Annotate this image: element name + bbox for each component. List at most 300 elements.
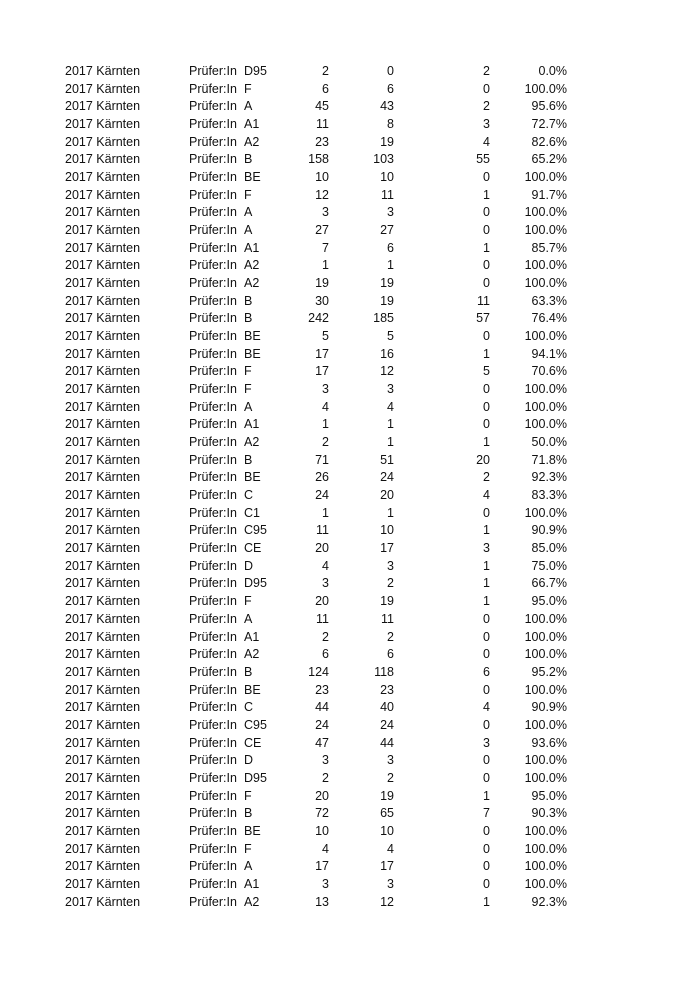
- table-row: [0, 222, 700, 240]
- passed-count-cell: 3: [387, 205, 394, 220]
- pass-rate-cell: 100.0%: [524, 81, 567, 96]
- failed-count-cell: 4: [483, 488, 490, 503]
- failed-count-cell: 0: [483, 258, 490, 273]
- license-class-cell: C: [244, 488, 254, 503]
- year-region-cell: 2017 Kärnten: [65, 329, 141, 344]
- table-row: [0, 293, 700, 311]
- pass-rate-cell: 100.0%: [524, 399, 567, 414]
- license-class-cell: A2: [244, 435, 260, 450]
- passed-count-cell: 4: [387, 399, 394, 414]
- passed-count-cell: 6: [387, 647, 394, 662]
- license-class-cell: C: [244, 700, 254, 715]
- pass-rate-cell: 66.7%: [531, 576, 567, 591]
- table-row: [0, 63, 700, 81]
- table-row: [0, 169, 700, 187]
- year-region-cell: 2017 Kärnten: [65, 894, 141, 909]
- pass-rate-cell: 100.0%: [524, 682, 567, 697]
- passed-count-cell: 27: [380, 223, 394, 238]
- pass-rate-cell: 90.3%: [531, 806, 567, 821]
- table-row: [0, 240, 700, 258]
- passed-count-cell: 17: [380, 541, 394, 556]
- year-region-cell: 2017 Kärnten: [65, 594, 141, 609]
- year-region-cell: 2017 Kärnten: [65, 470, 141, 485]
- pass-rate-cell: 100.0%: [524, 258, 567, 273]
- failed-count-cell: 55: [476, 152, 490, 167]
- total-count-cell: 4: [322, 558, 329, 573]
- table-row: [0, 328, 700, 346]
- passed-count-cell: 11: [381, 187, 394, 202]
- year-region-cell: 2017 Kärnten: [65, 364, 141, 379]
- year-region-cell: 2017 Kärnten: [65, 647, 141, 662]
- total-count-cell: 2: [322, 435, 329, 450]
- total-count-cell: 3: [322, 753, 329, 768]
- license-class-cell: A: [244, 611, 253, 626]
- role-cell: Prüfer:In: [189, 435, 237, 450]
- failed-count-cell: 1: [483, 594, 490, 609]
- role-cell: Prüfer:In: [189, 770, 237, 785]
- license-class-cell: BE: [244, 329, 261, 344]
- role-cell: Prüfer:In: [189, 293, 237, 308]
- passed-count-cell: 24: [380, 717, 394, 732]
- passed-count-cell: 44: [380, 735, 394, 750]
- license-class-cell: CE: [244, 541, 262, 556]
- failed-count-cell: 11: [477, 293, 490, 308]
- failed-count-cell: 4: [483, 134, 490, 149]
- passed-count-cell: 185: [373, 311, 394, 326]
- license-class-cell: A1: [244, 117, 260, 132]
- pass-rate-cell: 100.0%: [524, 629, 567, 644]
- total-count-cell: 71: [315, 452, 329, 467]
- role-cell: Prüfer:In: [189, 611, 237, 626]
- total-count-cell: 47: [315, 735, 329, 750]
- license-class-cell: B: [244, 452, 253, 467]
- table-row: [0, 151, 700, 169]
- pass-rate-cell: 0.0%: [538, 64, 567, 78]
- failed-count-cell: 0: [483, 223, 490, 238]
- passed-count-cell: 10: [380, 523, 394, 538]
- total-count-cell: 13: [315, 894, 329, 909]
- year-region-cell: 2017 Kärnten: [65, 788, 141, 803]
- license-class-cell: D: [244, 558, 254, 573]
- total-count-cell: 4: [322, 841, 329, 856]
- failed-count-cell: 5: [483, 364, 490, 379]
- total-count-cell: 1: [322, 258, 329, 273]
- license-class-cell: C1: [244, 505, 260, 520]
- table-row: [0, 134, 700, 152]
- total-count-cell: 4: [322, 399, 329, 414]
- passed-count-cell: 1: [387, 258, 394, 273]
- pass-rate-cell: 100.0%: [524, 170, 567, 185]
- passed-count-cell: 65: [380, 806, 394, 821]
- pass-rate-cell: 100.0%: [524, 753, 567, 768]
- license-class-cell: F: [244, 364, 252, 379]
- failed-count-cell: 0: [483, 205, 490, 220]
- pass-rate-cell: 71.8%: [531, 452, 567, 467]
- year-region-cell: 2017 Kärnten: [65, 806, 141, 821]
- role-cell: Prüfer:In: [189, 859, 237, 874]
- license-class-cell: BE: [244, 346, 261, 361]
- license-class-cell: A2: [244, 276, 260, 291]
- pass-rate-cell: 100.0%: [524, 276, 567, 291]
- table-row: [0, 876, 700, 894]
- pass-rate-cell: 83.3%: [531, 488, 567, 503]
- failed-count-cell: 0: [483, 682, 490, 697]
- pass-rate-cell: 82.6%: [531, 134, 567, 149]
- role-cell: Prüfer:In: [189, 841, 237, 856]
- year-region-cell: 2017 Kärnten: [65, 682, 141, 697]
- pass-rate-cell: 63.3%: [531, 293, 567, 308]
- role-cell: Prüfer:In: [189, 134, 237, 149]
- role-cell: Prüfer:In: [189, 276, 237, 291]
- pass-rate-cell: 72.7%: [531, 117, 567, 132]
- year-region-cell: 2017 Kärnten: [65, 240, 141, 255]
- failed-count-cell: 0: [483, 770, 490, 785]
- table-row: [0, 487, 700, 505]
- year-region-cell: 2017 Kärnten: [65, 488, 141, 503]
- passed-count-cell: 3: [387, 382, 394, 397]
- failed-count-cell: 0: [483, 170, 490, 185]
- table-row: [0, 81, 700, 99]
- role-cell: Prüfer:In: [189, 470, 237, 485]
- year-region-cell: 2017 Kärnten: [65, 523, 141, 538]
- passed-count-cell: 19: [380, 594, 394, 609]
- pass-rate-cell: 100.0%: [524, 611, 567, 626]
- table-row: [0, 664, 700, 682]
- table-row: [0, 841, 700, 859]
- pass-rate-cell: 95.0%: [531, 594, 567, 609]
- license-class-cell: B: [244, 152, 253, 167]
- passed-count-cell: 3: [387, 753, 394, 768]
- data-table: [0, 63, 700, 911]
- role-cell: Prüfer:In: [189, 541, 237, 556]
- role-cell: Prüfer:In: [189, 806, 237, 821]
- table-row: [0, 363, 700, 381]
- failed-count-cell: 6: [483, 664, 490, 679]
- table-row: [0, 735, 700, 753]
- pass-rate-cell: 90.9%: [531, 523, 567, 538]
- failed-count-cell: 4: [483, 700, 490, 715]
- pass-rate-cell: 100.0%: [524, 647, 567, 662]
- passed-count-cell: 40: [380, 700, 394, 715]
- role-cell: Prüfer:In: [189, 505, 237, 520]
- pass-rate-cell: 100.0%: [524, 717, 567, 732]
- role-cell: Prüfer:In: [189, 382, 237, 397]
- total-count-cell: 6: [322, 647, 329, 662]
- role-cell: Prüfer:In: [189, 523, 237, 538]
- failed-count-cell: 0: [483, 876, 490, 891]
- license-class-cell: B: [244, 293, 253, 308]
- year-region-cell: 2017 Kärnten: [65, 276, 141, 291]
- failed-count-cell: 0: [483, 399, 490, 414]
- total-count-cell: 6: [322, 81, 329, 96]
- year-region-cell: 2017 Kärnten: [65, 293, 141, 308]
- table-row: [0, 98, 700, 116]
- role-cell: Prüfer:In: [189, 823, 237, 838]
- year-region-cell: 2017 Kärnten: [65, 311, 141, 326]
- year-region-cell: 2017 Kärnten: [65, 841, 141, 856]
- total-count-cell: 17: [315, 364, 329, 379]
- failed-count-cell: 0: [483, 629, 490, 644]
- table-row: [0, 558, 700, 576]
- year-region-cell: 2017 Kärnten: [65, 435, 141, 450]
- role-cell: Prüfer:In: [189, 629, 237, 644]
- license-class-cell: B: [244, 664, 253, 679]
- year-region-cell: 2017 Kärnten: [65, 664, 141, 679]
- table-row: [0, 399, 700, 417]
- license-class-cell: A2: [244, 894, 260, 909]
- license-class-cell: C95: [244, 523, 267, 538]
- passed-count-cell: 2: [387, 576, 394, 591]
- passed-count-cell: 19: [380, 788, 394, 803]
- failed-count-cell: 0: [483, 81, 490, 96]
- table-row: [0, 116, 700, 134]
- role-cell: Prüfer:In: [189, 223, 237, 238]
- passed-count-cell: 6: [387, 240, 394, 255]
- pass-rate-cell: 65.2%: [531, 152, 567, 167]
- table-row: [0, 346, 700, 364]
- license-class-cell: A2: [244, 258, 260, 273]
- table-row: [0, 381, 700, 399]
- failed-count-cell: 3: [483, 541, 490, 556]
- failed-count-cell: 0: [483, 611, 490, 626]
- total-count-cell: 30: [315, 293, 329, 308]
- table-row: [0, 469, 700, 487]
- table-row: [0, 310, 700, 328]
- total-count-cell: 45: [315, 99, 329, 114]
- role-cell: Prüfer:In: [189, 205, 237, 220]
- license-class-cell: F: [244, 841, 252, 856]
- year-region-cell: 2017 Kärnten: [65, 558, 141, 573]
- year-region-cell: 2017 Kärnten: [65, 152, 141, 167]
- role-cell: Prüfer:In: [189, 558, 237, 573]
- failed-count-cell: 2: [483, 99, 490, 114]
- role-cell: Prüfer:In: [189, 664, 237, 679]
- pass-rate-cell: 76.4%: [531, 311, 567, 326]
- year-region-cell: 2017 Kärnten: [65, 258, 141, 273]
- license-class-cell: F: [244, 187, 252, 202]
- passed-count-cell: 17: [380, 859, 394, 874]
- total-count-cell: 12: [315, 187, 329, 202]
- year-region-cell: 2017 Kärnten: [65, 117, 141, 132]
- total-count-cell: 23: [315, 134, 329, 149]
- pass-rate-cell: 100.0%: [524, 859, 567, 874]
- role-cell: Prüfer:In: [189, 753, 237, 768]
- year-region-cell: 2017 Kärnten: [65, 399, 141, 414]
- table-row: [0, 858, 700, 876]
- role-cell: Prüfer:In: [189, 117, 237, 132]
- failed-count-cell: 57: [476, 311, 490, 326]
- pass-rate-cell: 93.6%: [531, 735, 567, 750]
- pass-rate-cell: 95.6%: [531, 99, 567, 114]
- total-count-cell: 158: [308, 152, 329, 167]
- table-row: [0, 434, 700, 452]
- total-count-cell: 26: [315, 470, 329, 485]
- year-region-cell: 2017 Kärnten: [65, 417, 141, 432]
- total-count-cell: 3: [322, 382, 329, 397]
- passed-count-cell: 19: [380, 134, 394, 149]
- total-count-cell: 7: [322, 240, 329, 255]
- year-region-cell: 2017 Kärnten: [65, 576, 141, 591]
- total-count-cell: 11: [316, 117, 329, 132]
- failed-count-cell: 1: [483, 523, 490, 538]
- pass-rate-cell: 100.0%: [524, 505, 567, 520]
- failed-count-cell: 0: [483, 647, 490, 662]
- table-row: [0, 629, 700, 647]
- failed-count-cell: 0: [483, 841, 490, 856]
- role-cell: Prüfer:In: [189, 647, 237, 662]
- passed-count-cell: 24: [380, 470, 394, 485]
- total-count-cell: 3: [322, 876, 329, 891]
- table-row: [0, 699, 700, 717]
- total-count-cell: 1: [322, 505, 329, 520]
- total-count-cell: 17: [315, 859, 329, 874]
- role-cell: Prüfer:In: [189, 64, 237, 78]
- total-count-cell: 20: [315, 788, 329, 803]
- license-class-cell: A1: [244, 240, 260, 255]
- total-count-cell: 3: [322, 576, 329, 591]
- table-row: [0, 275, 700, 293]
- total-count-cell: 1: [322, 417, 329, 432]
- passed-count-cell: 1: [387, 417, 394, 432]
- license-class-cell: BE: [244, 470, 261, 485]
- year-region-cell: 2017 Kärnten: [65, 205, 141, 220]
- year-region-cell: 2017 Kärnten: [65, 452, 141, 467]
- passed-count-cell: 5: [387, 329, 394, 344]
- failed-count-cell: 0: [483, 753, 490, 768]
- failed-count-cell: 0: [483, 276, 490, 291]
- year-region-cell: 2017 Kärnten: [65, 81, 141, 96]
- passed-count-cell: 4: [387, 841, 394, 856]
- license-class-cell: B: [244, 311, 253, 326]
- table-row: [0, 805, 700, 823]
- passed-count-cell: 10: [380, 170, 394, 185]
- total-count-cell: 124: [308, 664, 329, 679]
- role-cell: Prüfer:In: [189, 170, 237, 185]
- failed-count-cell: 7: [483, 806, 490, 821]
- pass-rate-cell: 100.0%: [524, 841, 567, 856]
- year-region-cell: 2017 Kärnten: [65, 823, 141, 838]
- passed-count-cell: 6: [387, 81, 394, 96]
- failed-count-cell: 3: [483, 735, 490, 750]
- failed-count-cell: 1: [483, 240, 490, 255]
- total-count-cell: 3: [322, 205, 329, 220]
- table-row: [0, 646, 700, 664]
- table-row: [0, 416, 700, 434]
- role-cell: Prüfer:In: [189, 240, 237, 255]
- passed-count-cell: 3: [387, 558, 394, 573]
- passed-count-cell: 51: [380, 452, 394, 467]
- passed-count-cell: 12: [380, 364, 394, 379]
- pass-rate-cell: 100.0%: [524, 876, 567, 891]
- table-row: [0, 204, 700, 222]
- license-class-cell: A: [244, 205, 253, 220]
- pass-rate-cell: 92.3%: [531, 470, 567, 485]
- total-count-cell: 23: [315, 682, 329, 697]
- role-cell: Prüfer:In: [189, 576, 237, 591]
- license-class-cell: D95: [244, 64, 267, 78]
- total-count-cell: 24: [315, 717, 329, 732]
- failed-count-cell: 1: [483, 894, 490, 909]
- license-class-cell: A: [244, 99, 253, 114]
- failed-count-cell: 0: [483, 417, 490, 432]
- role-cell: Prüfer:In: [189, 700, 237, 715]
- failed-count-cell: 0: [483, 505, 490, 520]
- total-count-cell: 20: [315, 541, 329, 556]
- role-cell: Prüfer:In: [189, 187, 237, 202]
- year-region-cell: 2017 Kärnten: [65, 505, 141, 520]
- year-region-cell: 2017 Kärnten: [65, 859, 141, 874]
- license-class-cell: A1: [244, 417, 260, 432]
- passed-count-cell: 11: [381, 611, 394, 626]
- table-row: [0, 770, 700, 788]
- passed-count-cell: 1: [387, 435, 394, 450]
- failed-count-cell: 0: [483, 823, 490, 838]
- license-class-cell: A2: [244, 134, 260, 149]
- table-row: [0, 452, 700, 470]
- table-row: [0, 187, 700, 205]
- role-cell: Prüfer:In: [189, 346, 237, 361]
- license-class-cell: A2: [244, 647, 260, 662]
- failed-count-cell: 0: [483, 859, 490, 874]
- failed-count-cell: 1: [483, 558, 490, 573]
- license-class-cell: BE: [244, 682, 261, 697]
- license-class-cell: D: [244, 753, 254, 768]
- total-count-cell: 17: [315, 346, 329, 361]
- total-count-cell: 2: [322, 770, 329, 785]
- failed-count-cell: 20: [476, 452, 490, 467]
- passed-count-cell: 23: [380, 682, 394, 697]
- role-cell: Prüfer:In: [189, 99, 237, 114]
- failed-count-cell: 1: [483, 788, 490, 803]
- year-region-cell: 2017 Kärnten: [65, 700, 141, 715]
- role-cell: Prüfer:In: [189, 329, 237, 344]
- pass-rate-cell: 100.0%: [524, 382, 567, 397]
- total-count-cell: 10: [315, 823, 329, 838]
- passed-count-cell: 2: [387, 770, 394, 785]
- total-count-cell: 19: [315, 276, 329, 291]
- passed-count-cell: 8: [387, 117, 394, 132]
- passed-count-cell: 2: [387, 629, 394, 644]
- license-class-cell: A: [244, 399, 253, 414]
- role-cell: Prüfer:In: [189, 399, 237, 414]
- failed-count-cell: 2: [483, 64, 490, 78]
- total-count-cell: 27: [315, 223, 329, 238]
- role-cell: Prüfer:In: [189, 488, 237, 503]
- pass-rate-cell: 95.2%: [531, 664, 567, 679]
- total-count-cell: 20: [315, 594, 329, 609]
- table-row: [0, 752, 700, 770]
- pass-rate-cell: 85.7%: [531, 240, 567, 255]
- table-row: [0, 505, 700, 523]
- passed-count-cell: 16: [380, 346, 394, 361]
- role-cell: Prüfer:In: [189, 152, 237, 167]
- year-region-cell: 2017 Kärnten: [65, 770, 141, 785]
- pass-rate-cell: 85.0%: [531, 541, 567, 556]
- license-class-cell: F: [244, 382, 252, 397]
- license-class-cell: A1: [244, 876, 260, 891]
- role-cell: Prüfer:In: [189, 311, 237, 326]
- license-class-cell: A: [244, 223, 253, 238]
- failed-count-cell: 1: [483, 435, 490, 450]
- role-cell: Prüfer:In: [189, 417, 237, 432]
- total-count-cell: 24: [315, 488, 329, 503]
- failed-count-cell: 1: [483, 346, 490, 361]
- passed-count-cell: 118: [374, 664, 394, 679]
- table-row: [0, 593, 700, 611]
- role-cell: Prüfer:In: [189, 894, 237, 909]
- failed-count-cell: 0: [483, 717, 490, 732]
- passed-count-cell: 0: [387, 64, 394, 78]
